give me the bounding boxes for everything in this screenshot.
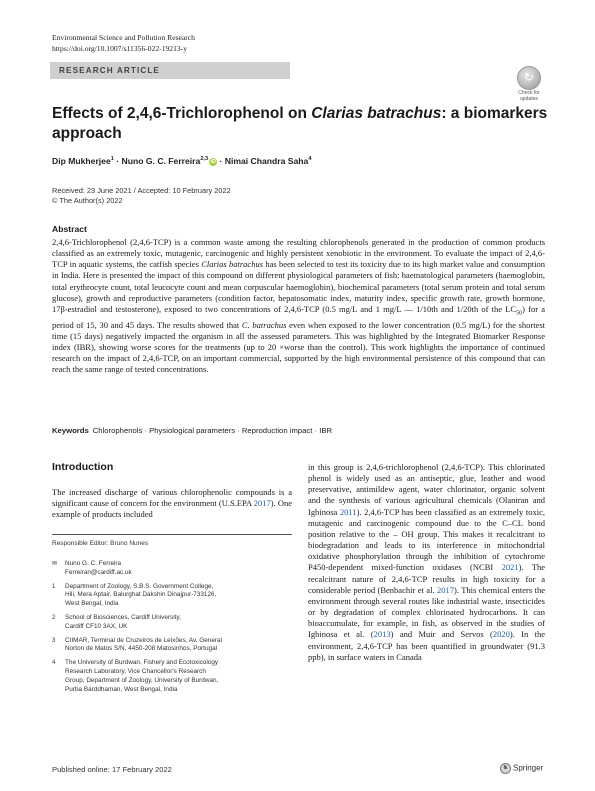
affiliation-item: 1 Department of Zoology, S.B.S. Government College, Hili, Mera Aptair, Balurghat Dakshin Dinajpur-733126, West Bengal, India: [52, 582, 217, 608]
keywords-list: Chlorophenols · Physiological parameters · Reproduction impact · IBR: [92, 426, 333, 435]
article-dates: [52, 186, 231, 206]
citation-link[interactable]: 2021: [501, 562, 519, 573]
publisher-logo: [500, 763, 543, 774]
citation-link[interactable]: 2017: [436, 584, 454, 595]
article-title: Effects of 2,4,6-Trichlorophenol on Clarias batrachus: a biomarkers approach: [52, 105, 548, 142]
article-type-badge: RESEARCH ARTICLE: [50, 62, 290, 79]
citation-link[interactable]: 2011: [339, 506, 357, 517]
springer-horse-icon: ♞: [500, 763, 511, 774]
affiliation-item: 2 School of Biosciences, Cardiff University, Cardiff CF10 3AX, UK: [52, 613, 181, 630]
doi-link[interactable]: https://doi.org/10.1007/s11356-022-19213-y: [52, 44, 188, 53]
introduction-heading: Introduction: [52, 461, 114, 473]
email-link[interactable]: Ferreiran@cardiff.ac.uk: [65, 568, 132, 576]
abstract-heading: Abstract: [52, 224, 87, 234]
publisher-name: Springer: [513, 763, 544, 773]
affiliation-item: 4 The University of Burdwan, Fishery and Ecotoxicology Research Laboratory, Vice Chancellor's Research Group, Department of Zoology, University of Burdwan, Purba Barddhaman, West Bengal, India: [52, 659, 219, 693]
published-online: Published online: 17 February 2022: [52, 765, 172, 774]
received-accepted: Received: 23 June 2021 / Accepted: 10 February 2022: [52, 186, 231, 195]
citation-link[interactable]: 2020: [492, 629, 510, 640]
author-name[interactable]: Nuno G. C. Ferreira: [121, 156, 201, 166]
citation-link[interactable]: 2013: [373, 629, 391, 640]
corresponding-author: ✉ Nuno G. C. Ferreira Ferreiran@cardiff.ac.uk: [52, 560, 292, 578]
orcid-icon[interactable]: iD: [210, 158, 216, 165]
introduction-paragraph: The increased discharge of various chlorophenolic compounds is a significant cause of concern for the environment (U.S.EPA 2017). One example of products included: [52, 487, 292, 520]
journal-name: Environmental Science and Pollution Research: [52, 33, 195, 42]
footnote-divider: [52, 534, 292, 535]
check-for-updates-button[interactable]: [514, 66, 544, 102]
affiliations: [52, 560, 292, 699]
abstract-body: 2,4,6-Trichlorophenol (2,4,6-TCP) is a common waste among the resulting chlorophenols generated in the production of common products classified as an extremely toxic, mutagenic, carcinogenic and highly persistent xenobiotic in the environment. To evaluate the impact of 2,4,6-TCP in aquatic systems, the catfish species Clarias batrachus has been selected to test its toxicity due to its high market value and consumption in India. Here is presented the impact of this compound on different physiological parameters of fish: haematological parameters (haemoglobin, total erythrocyte count, total leucocyte count and mean corpuscular haemoglobin), biochemical parameters (total serum protein and total serum glucose), growth and reproductive parameters (condition factor, hepatosomatic index, maturity index, specific growth rate, growth hormone, 17β-estradiol and testosterone), exposed to two concentrations of 2,4,6-TCP (0.5 mg/L and 1 mg/L — 1/10th and 1/20th of the $LC_{50}$) for a period of 15, 30 and 45 days. The results showed that C. batrachus even when exposed to the lower concentration (0.5 mg/L) for the shortest time (15 days) negatively impacted the organism in all the assessed parameters. This was highlighted by the Integrated Biomarker Response index (IBR), showing worse scores for the treatments (up to 20 ×worse than the control). This work highlights the importance of continued research on the impact of 2,4,6-TCP, on an important commercial, supported by the high environmental persistence of this compound that can reach the same range of tested concentrations.: [52, 237, 546, 375]
citation-link[interactable]: 2017: [253, 498, 271, 509]
check-updates-label: Check for updates: [518, 90, 540, 102]
author-name[interactable]: Nimai Chandra Saha: [224, 156, 309, 166]
body-text-right-column: in this group is 2,4,6-trichlorophenol (2,4,6-TCP). This chlorinated phenol is widely used as an antiseptic, glue, leather and wood preservative, antimildew agent, water chlorinator, organic solvent and the synthesis of various agricultural chemicals (Olaniran and Igbinosa 2011). 2,4,6-TCP has been classified as an extremely toxic, mutagenic and carcinogenic compound due to the C–CL bond position relative to the – OH group. This makes it recalcitrant to biodegradation and leads to its interference in mitochondrial oxidative phosphorylation through the inhibition of cytochrome P450-dependent mixed-function oxidases (NCBI 2021). The recalcitrant nature of 2,4,6-TCP results in high toxicity for a considerable period (Benbachir et al. 2017). This chemical enters the environment through several routes like industrial waste, insecticides or by degradation of complex chlorinated hydrocarbons. It can bioaccumulate, for example, in fish, as observed in the studies of Igbinosa et al. (2013) and Muir and Servos (2020). In the environment, 2,4,6-TCP has been quantified in groundwater (91.3 ppb), in surface waters in Canada: [308, 462, 546, 662]
journal-header: [52, 32, 195, 54]
envelope-icon: ✉: [52, 561, 58, 567]
keywords-label: Keywords: [52, 426, 89, 435]
affiliation-item: 3 CIIMAR, Terminal de Cruzeiros de Leixões, Av. General Norton de Matos S/N, 4450-208 Matosinhos, Portugal: [52, 636, 222, 653]
copyright: © The Author(s) 2022: [52, 196, 123, 205]
author-name[interactable]: Dip Mukherjee: [52, 156, 111, 166]
check-updates-icon: ↻: [517, 66, 541, 90]
keywords: [52, 426, 332, 435]
author-list: Dip Mukherjee$^1$ · Nuno G. C. Ferreira$^{2,3}$ iD · Nimai Chandra Saha$^4$: [52, 156, 312, 166]
responsible-editor: Responsible Editor: Bruno Nunes: [52, 540, 149, 547]
